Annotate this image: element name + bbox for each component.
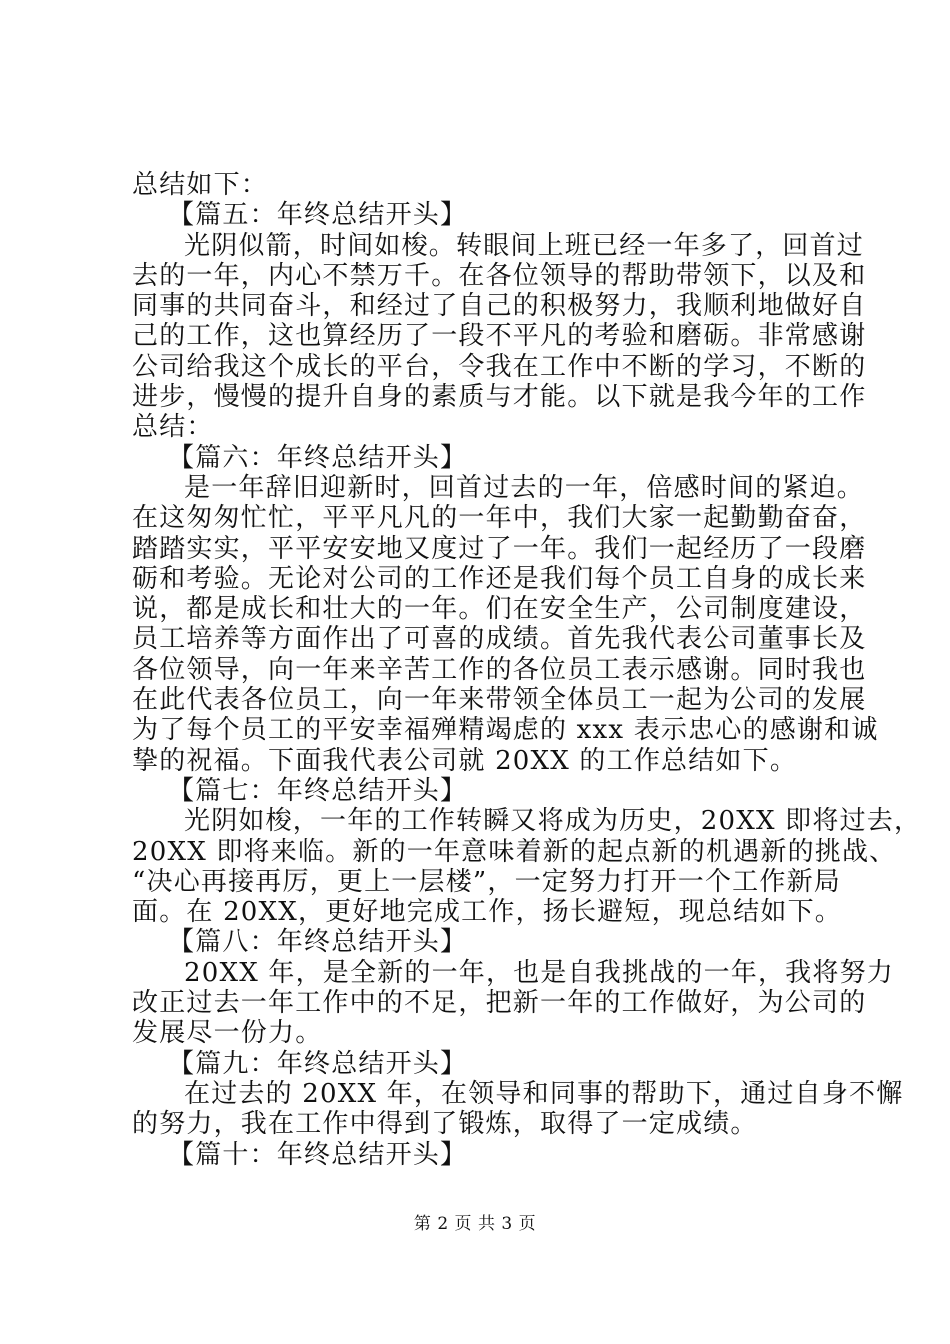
section-heading: 【篇八：年终总结开头】 [168, 927, 468, 958]
section-heading: 【篇六：年终总结开头】 [168, 442, 468, 473]
paragraph-line: 说，都是成长和壮大的一年。们在安全生产，公司制度建设， [132, 594, 867, 625]
paragraph-line: 为了每个员工的平安幸福殚精竭虑的 xxx 表示忠心的感谢和诚 [132, 715, 879, 746]
paragraph-line: 同事的共同奋斗，和经过了自己的积极努力，我顺利地做好自 [132, 291, 867, 322]
paragraph-line: 改正过去一年工作中的不足，把新一年的工作做好，为公司的 [132, 988, 867, 1019]
section-heading: 【篇九：年终总结开头】 [168, 1048, 468, 1079]
paragraph-line: 在此代表各位员工，向一年来带领全体员工一起为公司的发展 [132, 685, 867, 716]
paragraph-line: 员工培养等方面作出了可喜的成绩。首先我代表公司董事长及 [132, 624, 867, 655]
paragraph-line: 总结： [132, 412, 214, 443]
document-body [132, 170, 922, 1170]
page-footer: 第 2 页 共 3 页 [413, 1214, 537, 1234]
paragraph-line: 总结如下： [132, 170, 269, 200]
paragraph-line: “决心再接再厉，更上一层楼”，一定努力打开一个工作新局 [132, 866, 841, 897]
paragraph-line: 公司给我这个成长的平台，令我在工作中不断的学习，不断的 [132, 351, 867, 382]
paragraph-line: 在这匆匆忙忙，平平凡凡的一年中，我们大家一起勤勤奋奋， [132, 503, 867, 534]
paragraph-line: 砺和考验。无论对公司的工作还是我们每个员工自身的成长来 [132, 563, 867, 594]
paragraph-line: 在过去的 20XX 年，在领导和同事的帮助下，通过自身不懈 [184, 1078, 904, 1109]
paragraph-line: 是一年辞旧迎新时，回首过去的一年，倍感时间的紧迫。 [184, 472, 865, 503]
paragraph-line: 光阴似箭，时间如梭。转眼间上班已经一年多了，回首过 [184, 230, 865, 261]
paragraph-line: 各位领导，向一年来辛苦工作的各位员工表示感谢。同时我也 [132, 654, 867, 685]
paragraph-line: 己的工作，这也算经历了一段不平凡的考验和磨砺。非常感谢 [132, 321, 867, 352]
paragraph-line: 面。在 20XX，更好地完成工作，扬长避短，现总结如下。 [132, 897, 842, 928]
paragraph-line: 去的一年，内心不禁万千。在各位领导的帮助带领下，以及和 [132, 260, 867, 291]
paragraph-line: 光阴如梭，一年的工作转瞬又将成为历史，20XX 即将过去， [184, 806, 922, 837]
paragraph-line: 挚的祝福。下面我代表公司就 20XX 的工作总结如下。 [132, 745, 798, 776]
paragraph-line: 20XX 即将来临。新的一年意味着新的起点新的机遇新的挑战、 [132, 836, 897, 867]
paragraph-line: 20XX 年，是全新的一年，也是自我挑战的一年，我将努力 [184, 957, 894, 988]
paragraph-line: 发展尽一份力。 [132, 1018, 323, 1049]
paragraph-line: 的努力，我在工作中得到了锻炼，取得了一定成绩。 [132, 1109, 758, 1140]
paragraph-line: 进步，慢慢的提升自身的素质与才能。以下就是我今年的工作 [132, 382, 867, 413]
section-heading: 【篇十：年终总结开头】 [168, 1139, 468, 1170]
section-heading: 【篇五：年终总结开头】 [168, 200, 468, 231]
paragraph-line: 踏踏实实，平平安安地又度过了一年。我们一起经历了一段磨 [132, 533, 867, 564]
section-heading: 【篇七：年终总结开头】 [168, 775, 468, 806]
